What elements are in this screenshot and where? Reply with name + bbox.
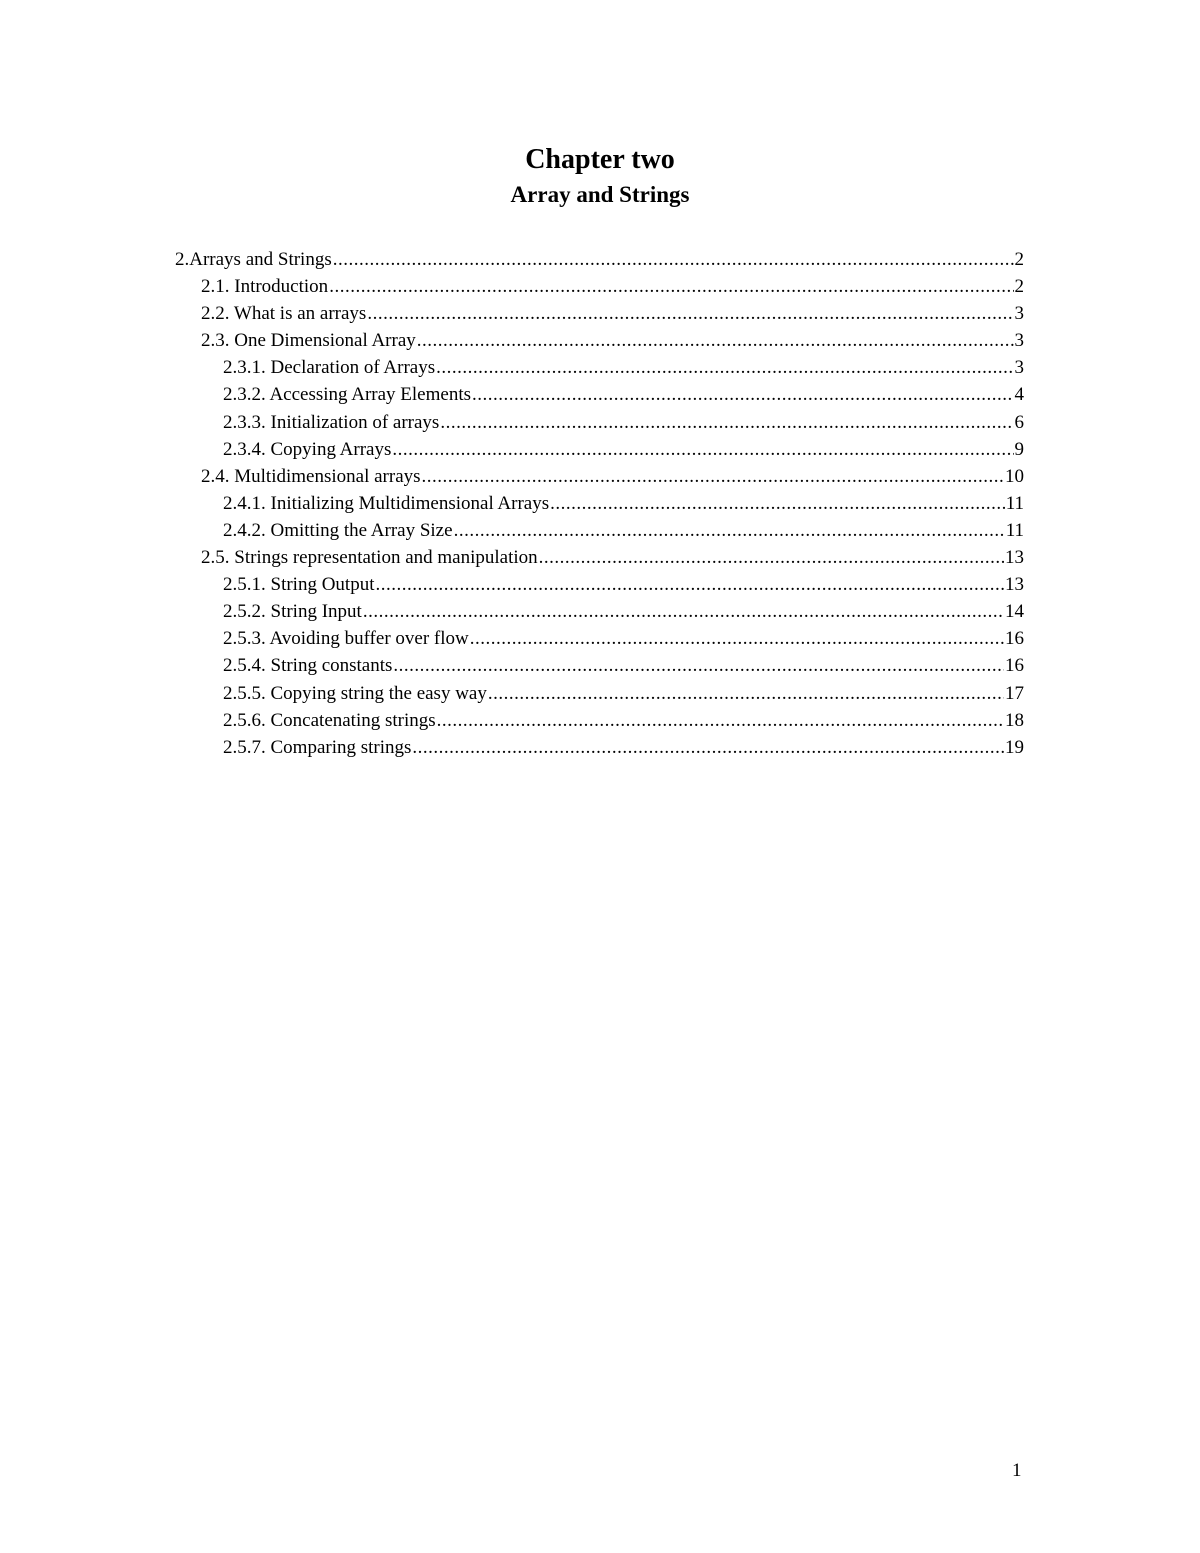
toc-dot-leader xyxy=(412,734,1004,761)
toc-dot-leader xyxy=(329,273,1013,300)
toc-entry[interactable] xyxy=(175,571,1024,598)
toc-entry-label: 2.5.5. Copying string the easy way xyxy=(223,682,487,704)
toc-entry[interactable] xyxy=(175,734,1024,761)
toc-dot-leader xyxy=(363,598,1004,625)
toc-entry-page: 3 xyxy=(1014,357,1024,379)
toc-entry[interactable] xyxy=(175,490,1024,517)
toc-dot-leader xyxy=(393,652,1004,679)
toc-dot-leader xyxy=(437,707,1004,734)
toc-entry[interactable] xyxy=(175,409,1024,436)
toc-entry[interactable] xyxy=(175,381,1024,408)
toc-dot-leader xyxy=(333,246,1014,273)
toc-entry-page: 6 xyxy=(1014,411,1024,433)
toc-entry-page: 14 xyxy=(1005,601,1024,623)
toc-entry-label: 2.3.4. Copying Arrays xyxy=(223,438,392,460)
toc-entry[interactable] xyxy=(175,436,1024,463)
toc-entry-label: 2.Arrays and Strings xyxy=(175,249,332,270)
toc-entry-label: 2.4.1. Initializing Multidimensional Arrays xyxy=(223,492,550,514)
toc-dot-leader xyxy=(440,409,1013,436)
toc-entry-page: 3 xyxy=(1014,330,1024,352)
chapter-title: Chapter two xyxy=(525,144,675,175)
toc-dot-leader xyxy=(454,517,1005,544)
toc-dot-leader xyxy=(472,381,1013,408)
toc-entry[interactable] xyxy=(175,544,1024,571)
toc-entry-page: 10 xyxy=(1005,465,1024,487)
toc-dot-leader xyxy=(392,436,1013,463)
toc-dot-leader xyxy=(539,544,1004,571)
toc-entry[interactable] xyxy=(175,246,1024,273)
toc-entry-label: 2.3. One Dimensional Array xyxy=(201,330,416,352)
toc-dot-leader xyxy=(550,490,1005,517)
toc-entry[interactable] xyxy=(175,517,1024,544)
chapter-subtitle: Array and Strings xyxy=(510,182,690,207)
toc-entry-label: 2.5. Strings representation and manipulation xyxy=(201,547,538,569)
toc-entry-label: 2.5.7. Comparing strings xyxy=(223,736,412,758)
toc-dot-leader xyxy=(422,463,1004,490)
toc-entry-page: 3 xyxy=(1014,303,1024,325)
toc-dot-leader xyxy=(417,327,1014,354)
toc-dot-leader xyxy=(436,354,1013,381)
toc-entry-page: 19 xyxy=(1005,736,1024,758)
toc-entry-page: 16 xyxy=(1005,628,1024,650)
toc-entry[interactable] xyxy=(175,598,1024,625)
toc-entry-label: 2.4.2. Omitting the Array Size xyxy=(223,519,453,541)
toc-entry[interactable] xyxy=(175,300,1024,327)
toc-dot-leader xyxy=(375,571,1004,598)
toc-entry-page: 4 xyxy=(1014,384,1024,406)
toc-entry-page: 11 xyxy=(1005,519,1024,541)
toc-entry-label: 2.2. What is an arrays xyxy=(201,303,367,325)
toc-entry-page: 11 xyxy=(1005,492,1024,514)
toc-dot-leader xyxy=(470,625,1004,652)
page-number: 1 xyxy=(1012,1460,1022,1481)
toc-entry-label: 2.3.3. Initialization of arrays xyxy=(223,411,440,433)
toc-dot-leader xyxy=(488,680,1004,707)
toc-entry[interactable] xyxy=(175,463,1024,490)
toc-entry-label: 2.1. Introduction xyxy=(201,276,329,298)
toc-entry-page: 18 xyxy=(1005,709,1024,731)
toc-entry[interactable] xyxy=(175,680,1024,707)
toc-entry-page: 13 xyxy=(1005,574,1024,596)
toc-entry-label: 2.5.2. String Input xyxy=(223,601,362,623)
toc-entry-label: 2.4. Multidimensional arrays xyxy=(201,465,421,487)
toc-entry-label: 2.3.1. Declaration of Arrays xyxy=(223,357,436,379)
toc-entry-label: 2.5.6. Concatenating strings xyxy=(223,709,436,731)
toc-entry-page: 17 xyxy=(1005,682,1024,704)
toc-entry-label: 2.5.3. Avoiding buffer over flow xyxy=(223,628,469,650)
toc-entry-label: 2.3.2. Accessing Array Elements xyxy=(223,384,472,406)
table-of-contents xyxy=(175,246,1024,761)
toc-entry-page: 16 xyxy=(1005,655,1024,677)
toc-entry-page: 13 xyxy=(1005,547,1024,569)
toc-entry[interactable] xyxy=(175,625,1024,652)
toc-entry-page: 2 xyxy=(1014,276,1024,298)
toc-entry[interactable] xyxy=(175,707,1024,734)
toc-entry[interactable] xyxy=(175,273,1024,300)
toc-entry[interactable] xyxy=(175,327,1024,354)
toc-entry-page: 2 xyxy=(1014,249,1024,270)
toc-entry[interactable] xyxy=(175,652,1024,679)
toc-entry-label: 2.5.1. String Output xyxy=(223,574,375,596)
toc-entry-page: 9 xyxy=(1014,438,1024,460)
toc-entry[interactable] xyxy=(175,354,1024,381)
toc-entry-label: 2.5.4. String constants xyxy=(223,655,393,677)
toc-dot-leader xyxy=(367,300,1013,327)
